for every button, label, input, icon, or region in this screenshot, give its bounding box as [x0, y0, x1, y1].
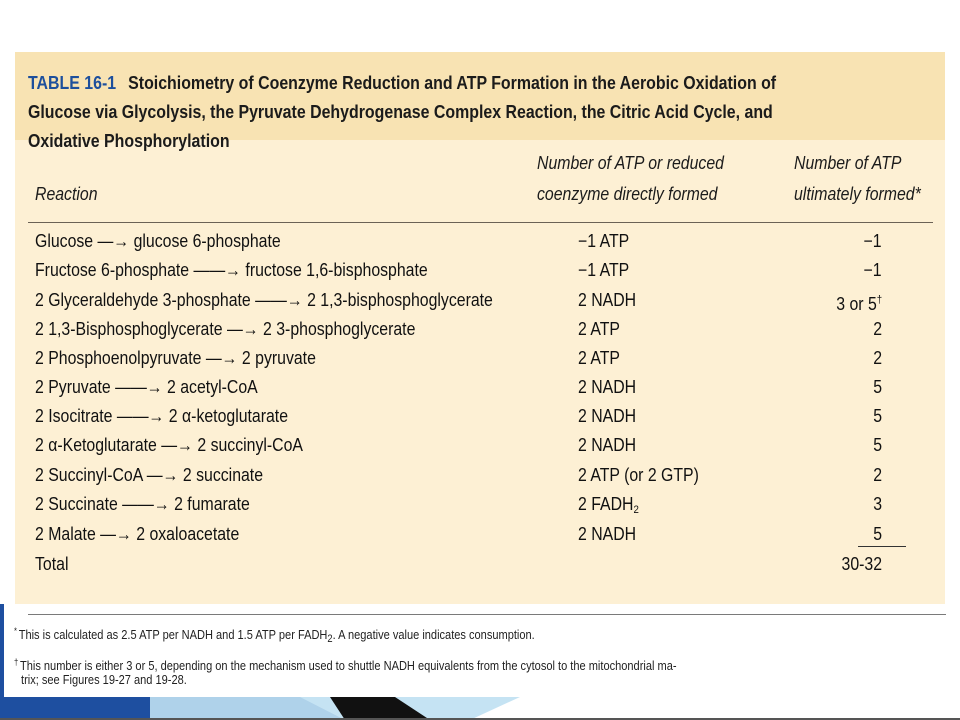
table-row-direct-text: 2 FADH — [578, 494, 634, 514]
header-direct-line2: coenzyme directly formed — [537, 184, 718, 204]
table-row-ultimate-text: 5 — [873, 406, 882, 426]
table-row-direct-text: 2 NADH — [578, 377, 637, 397]
footnote-dagger-line2: trix; see Figures 19-27 and 19-28. — [21, 672, 187, 687]
table-row-direct — [578, 346, 620, 370]
footnote-star-pre: This is calculated as 2.5 ATP per NADH and 1.5 ATP per FADH — [18, 627, 328, 642]
table-row-direct — [578, 404, 636, 428]
table-row-ultimate — [873, 522, 882, 546]
table-row-direct — [578, 492, 639, 516]
table-row-ultimate-text: 5 — [873, 377, 882, 397]
table-row-ultimate-text: 2 — [873, 465, 882, 485]
table-row-direct — [578, 522, 636, 546]
table-row-direct — [578, 258, 629, 282]
table-row-direct — [578, 463, 699, 487]
table-row-reaction: 2 1,3-Bisphosphoglycerate —→ 2 3-phosphoglycerate — [35, 319, 416, 339]
title-band — [15, 52, 945, 151]
table-row-reaction: 2 Malate —→ 2 oxaloacetate — [35, 524, 240, 544]
total-label: Total — [35, 554, 69, 574]
table-row-ultimate — [873, 404, 882, 428]
table-row-reaction: 2 Phosphoenolpyruvate —→ 2 pyruvate — [35, 348, 316, 368]
panel-bottom-rule — [28, 614, 946, 615]
table-row-reaction: Glucose —→ glucose 6-phosphate — [35, 231, 281, 251]
table-row-direct-text: 2 NADH — [578, 406, 637, 426]
table-row-direct-sub: 2 — [633, 504, 639, 516]
table-row-ultimate-sup: † — [876, 294, 882, 306]
table-row-ultimate-text: −1 — [863, 231, 882, 251]
table-row-reaction: 2 Isocitrate ——→ 2 α-ketoglutarate — [35, 406, 289, 426]
table-row-ultimate-text: 5 — [873, 524, 882, 544]
table-row-ultimate-text: 2 — [873, 319, 882, 339]
table-row-ultimate — [873, 317, 882, 341]
table-row-ultimate — [873, 346, 882, 370]
footnote-star — [14, 621, 535, 649]
table-row-ultimate-text: 5 — [873, 435, 882, 455]
table-caption: Stoichiometry of Coenzyme Reduction and ATP Formation in the Aerobic Oxidation of Glucose via Glycolysis, the Pyruvate Dehydrogenase Complex Reaction, the Citric Acid Cycle, and Oxidative Phosphorylation — [28, 72, 777, 151]
table-row-direct-text: 2 NADH — [578, 524, 637, 544]
table-row-direct-text: 2 ATP — [578, 319, 620, 339]
footnote-star-sub: 2 — [327, 633, 333, 645]
table-row-reaction: 2 Glyceraldehyde 3-phosphate ——→ 2 1,3-bisphosphoglycerate — [35, 290, 493, 310]
header-ultimate-line2: ultimately formed* — [794, 184, 921, 204]
table-row-direct-text: −1 ATP — [578, 231, 630, 251]
table-row-direct — [578, 288, 636, 312]
table-row-direct-text: 2 ATP (or 2 GTP) — [578, 465, 699, 485]
header-direct-line1: Number of ATP or reduced — [537, 153, 724, 173]
table-row-reaction: 2 Pyruvate ——→ 2 acetyl-CoA — [35, 377, 258, 397]
total-rule — [858, 546, 906, 547]
table-number: TABLE 16-1 — [28, 72, 117, 93]
table-row-reaction: 2 Succinate ——→ 2 fumarate — [35, 494, 250, 514]
table-row-ultimate — [873, 463, 882, 487]
table-row-direct — [578, 375, 636, 399]
table-row-ultimate-text: 3 — [873, 494, 882, 514]
header-reaction: Reaction — [35, 184, 98, 204]
table-row-reaction: 2 Succinyl-CoA —→ 2 succinate — [35, 465, 264, 485]
table-panel — [15, 52, 945, 604]
total-value: 30-32 — [841, 554, 882, 574]
header-divider — [28, 222, 933, 223]
table-row-reaction: 2 α-Ketoglutarate —→ 2 succinyl-CoA — [35, 435, 304, 455]
table-row-ultimate — [873, 492, 882, 516]
table-row-ultimate-text: 2 — [873, 348, 882, 368]
table-row-ultimate — [873, 375, 882, 399]
table-row-ultimate-text: −1 — [863, 260, 882, 280]
footnote-star-post: . A negative value indicates consumption. — [332, 627, 535, 642]
table-row-direct-text: −1 ATP — [578, 260, 630, 280]
table-row-direct — [578, 229, 629, 253]
table-title — [28, 68, 806, 155]
footnote-star-mark: * — [14, 626, 17, 636]
table-row-reaction: Fructose 6-phosphate ——→ fructose 1,6-bisphosphate — [35, 260, 428, 280]
footnote-dagger-mark: † — [14, 657, 19, 667]
table-row-direct-text: 2 NADH — [578, 290, 637, 310]
footnote-dagger-line1: This number is either 3 or 5, depending on the mechanism used to shuttle NADH equivalents from the cytosol to the mitochondrial ma- — [19, 658, 677, 673]
table-row-ultimate — [873, 433, 882, 457]
table-row-ultimate — [864, 229, 882, 253]
table-row-ultimate-text: 3 or 5 — [836, 294, 877, 314]
table-row-ultimate — [864, 258, 882, 282]
header-ultimate-line1: Number of ATP — [794, 153, 902, 173]
table-row-direct-text: 2 ATP — [578, 348, 620, 368]
table-row-direct — [578, 317, 620, 341]
bottom-accent — [0, 697, 960, 720]
table-row-ultimate — [836, 288, 882, 312]
table-row-direct — [578, 433, 636, 457]
table-row-direct-text: 2 NADH — [578, 435, 637, 455]
